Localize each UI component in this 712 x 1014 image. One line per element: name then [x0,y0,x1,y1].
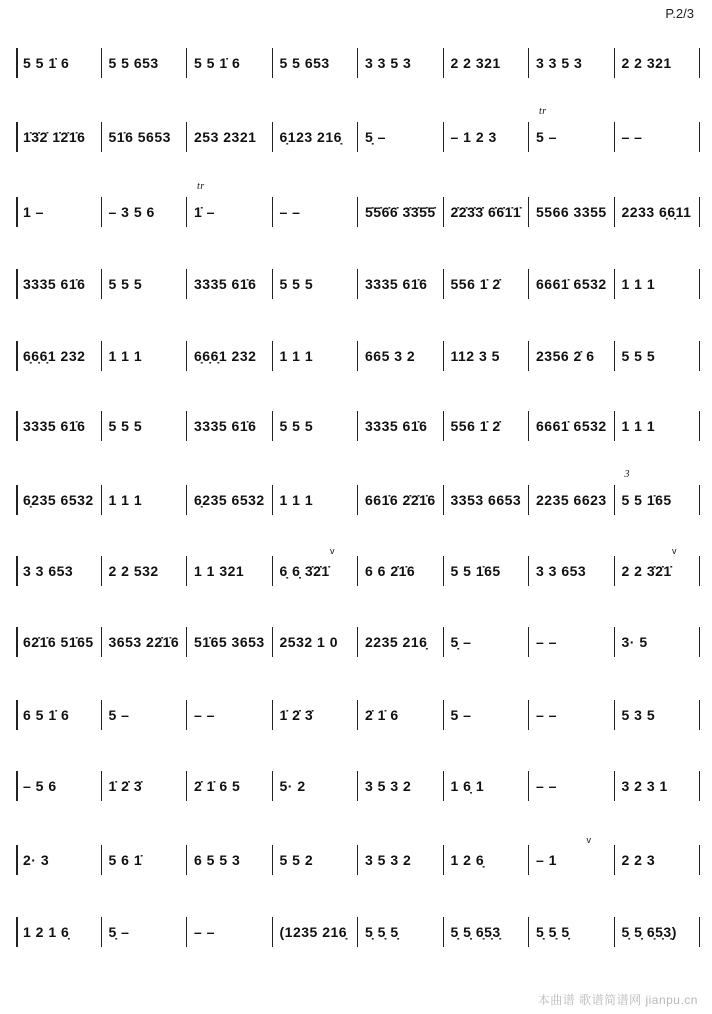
notes: 5 5 653 [279,55,330,71]
notes: 5 5 5 [621,348,656,364]
notes: 6̣6̣6̣1 232 [23,348,86,364]
notes: 3 3 653 [536,563,587,579]
notes: 2· 3 [23,852,50,868]
notes: 51̇65 3653 [194,634,265,650]
notes: 5̣ 5̣ 5̣ [536,924,570,940]
notes: 5 5 5 [108,418,143,434]
measure [529,771,615,801]
measure [444,700,530,730]
measure [102,341,188,371]
measure [358,771,444,801]
measure [444,627,530,657]
notes: 665 3 2 [365,348,416,364]
measure [187,122,273,152]
notes: 5 – [108,707,130,723]
notes: 5· 2 [279,778,306,794]
measure [444,771,530,801]
notes: 1 – [23,204,44,220]
measure [102,411,188,441]
measure [273,122,359,152]
notes: 5̣ – [365,129,386,145]
measure [444,485,530,515]
measure [273,627,359,657]
measure [529,917,615,947]
measure [16,700,102,730]
notes: 6̣6̣6̣1 232 [194,348,257,364]
measure [529,197,615,227]
measure [273,269,359,299]
notes: 5 5 1̇ 6 [23,55,70,71]
measure [16,197,102,227]
score-line [16,835,700,875]
measure [187,771,273,801]
notes: 3· 5 [621,634,648,650]
measure [102,485,188,515]
notes: 1̇ – [194,204,215,220]
measure [358,845,444,875]
notes: 3653 22̇1̇6 [108,634,180,650]
notes: 5̣ 5̣ 6̣5̣3̣) [621,924,677,940]
measure [529,341,615,371]
notes: 5 5 1̇65 [621,492,672,508]
notes: 2532 1 0 [279,634,338,650]
measure [358,485,444,515]
measure [615,269,701,299]
breath-mark: v [330,546,335,556]
notes: 6̣ 6̣ 3̇2̇1̇ [279,563,330,579]
notes: 1 2 1 6̣ [23,924,70,940]
notes: 1 2 6̣ [450,852,485,868]
measure [273,917,359,947]
notes: 3353 6653 [450,492,522,508]
notes: 6 5 1̇ 6 [23,707,70,723]
notes: 3 3 5 3 [365,55,412,71]
measure [444,269,530,299]
measure [444,556,530,586]
notes: 1 1 321 [194,563,245,579]
notes: 3 3 653 [23,563,74,579]
measure [187,411,273,441]
measure [102,197,188,227]
watermark-text: 本曲谱 歌谱简谱网 jianpu.cn [537,993,698,1007]
notes: 112 3 5 [450,348,500,364]
notes: – 1 2 3 [450,129,497,145]
measure [615,469,701,515]
score-line [16,411,700,441]
measure [444,122,530,152]
notes: 5̇5̇6̇6̇ 3̇3̇5̇5̇ [365,204,436,220]
breath-mark: v [586,835,592,845]
measure [16,771,102,801]
notes: – – [536,707,557,723]
measure [102,771,188,801]
notes: 1 6̣ 1 [450,778,485,794]
measure [615,122,701,152]
notes: 661̇6 2̇2̇1̇6 [365,492,436,508]
score-line [16,269,700,299]
notes: 3335 61̇6 [23,418,86,434]
score-line [16,181,700,227]
notes: – 1 [536,852,557,868]
measure [358,556,444,586]
notes: 5 5 5 [279,418,314,434]
measure [615,917,701,947]
notes: 3 5 3 2 [365,778,412,794]
notes: 5 5 5 [108,276,143,292]
notes: – – [279,204,301,220]
measure [444,197,530,227]
notes: 3335 61̇6 [365,276,428,292]
notes: 3335 61̇6 [23,276,86,292]
score-line [16,546,700,586]
score-line [16,700,700,730]
measure [16,269,102,299]
notes: 6 6 2̇1̇6 [365,563,416,579]
notes: 3 3 5 3 [536,55,583,71]
measure [187,269,273,299]
notes: 556 1̇ 2̇ [450,418,501,434]
measure [273,771,359,801]
measure [273,700,359,730]
notes: 6661̇ 6532 [536,276,607,292]
measure [102,556,188,586]
measure [444,845,530,875]
measure [102,845,188,875]
measure [102,48,188,78]
notes: 5 5 2 [279,852,314,868]
measure [529,106,615,152]
notes: 3335 61̇6 [194,418,257,434]
notes: 5 3 5 [621,707,656,723]
measure [102,627,188,657]
notes: 2 2 532 [108,563,159,579]
notes: 3335 61̇6 [194,276,257,292]
measure [358,627,444,657]
notes: 556 1̇ 2̇ [450,276,501,292]
measure [444,48,530,78]
measure [187,700,273,730]
measure [273,411,359,441]
measure [615,341,701,371]
measure [16,48,102,78]
measure [358,48,444,78]
measure [16,845,102,875]
measure [16,485,102,515]
notes: 3335 61̇6 [365,418,428,434]
measure [529,48,615,78]
notes: 5 5 5 [279,276,314,292]
notes: 2 2 321 [621,55,672,71]
notes: 5̣ 5̣ 6̣5̣3̣ [450,924,501,940]
measure [187,485,273,515]
measure [102,269,188,299]
ornament-mark: tr [539,106,547,117]
notes: 2235 6623 [536,492,607,508]
measure [529,556,615,586]
notes: 62̇1̇6 51̇65 [23,634,94,650]
measure [273,546,359,586]
measure [273,845,359,875]
measure [16,627,102,657]
notes: 5̣ – [108,924,130,940]
measure [16,556,102,586]
measure [273,197,359,227]
notes: 2̇ 1̇ 6 [365,707,399,723]
breath-mark: v [672,546,677,556]
score-line [16,341,700,371]
notes: – 3 5 6 [108,204,155,220]
measure [273,485,359,515]
score-line [16,106,700,152]
notes: – – [194,924,215,940]
measure [358,122,444,152]
measure [358,700,444,730]
notes: 5 6 1̇ [108,852,143,868]
measure [444,917,530,947]
measure [16,122,102,152]
score-line [16,627,700,657]
notes: 5 – [450,707,472,723]
notes: 5 5 1̇65 [450,563,501,579]
measure [615,627,701,657]
measure [187,181,273,227]
notes: 51̇6 5653 [108,129,171,145]
ornament-mark: tr [197,181,205,192]
notes: 5566 3355 [536,204,607,220]
measure [529,835,615,875]
measure [102,917,188,947]
measure [358,197,444,227]
notes: 5 5 653 [108,55,159,71]
measure [273,48,359,78]
measure [529,411,615,441]
measure [16,917,102,947]
notes: 1̇3̇2̇ 1̇2̇1̇6 [23,129,86,145]
notes: 5̣ 5̣ 5̣ [365,924,399,940]
measure [273,341,359,371]
notes: – – [194,707,215,723]
notes: 2̇ 1̇ 6 5 [194,778,241,794]
notes: 3 5 3 2 [365,852,412,868]
measure [444,341,530,371]
measure [102,122,188,152]
notes: 2 2 321 [450,55,501,71]
notes: 2233 6̣6̣11 [621,204,692,220]
measure [615,700,701,730]
score-line [16,771,700,801]
notes: 6̣123 216̣ [279,129,342,145]
measure [187,48,273,78]
measure [529,485,615,515]
measure [187,556,273,586]
notes: 1 1 1 [621,418,656,434]
measure [187,845,273,875]
measure [358,917,444,947]
notes: 5 – [536,129,557,145]
notes: 1 1 1 [621,276,656,292]
measure [16,411,102,441]
measure [187,341,273,371]
notes: 5 5 1̇ 6 [194,55,241,71]
notes: 2̇2̇3̇3̇ 6̇6̇1̇1̇ [450,204,522,220]
ornament-mark: 3 [624,469,630,480]
notes: – – [536,634,557,650]
measure [529,627,615,657]
score-line [16,917,700,947]
notes: 3 2 3 1 [621,778,668,794]
measure [615,197,701,227]
notes: 2235 216̣ [365,634,428,650]
measure [615,771,701,801]
notes: 1 1 1 [279,492,314,508]
score-line [16,48,700,78]
notes: 1 1 1 [108,492,143,508]
notes: 2 2 3 [621,852,656,868]
measure [615,546,701,586]
notes: 6̣235 6532 [194,492,265,508]
notes: 1̇ 2̇ 3̇ [108,778,143,794]
measure [187,917,273,947]
notes: 6661̇ 6532 [536,418,607,434]
notes: – – [621,129,643,145]
measure [358,411,444,441]
measure [187,627,273,657]
measure [615,48,701,78]
notes: 5̣ – [450,634,472,650]
notes: 2356 2̇ 6 [536,348,595,364]
measure [16,341,102,371]
notes: – 5 6 [23,778,57,794]
notes: 253 2321 [194,129,257,145]
notes: 1 1 1 [108,348,143,364]
notes: – – [536,778,557,794]
notes: 1 1 1 [279,348,314,364]
notes: 2 2 3̇2̇1̇ [621,563,672,579]
notes: 6 5 5 3 [194,852,241,868]
notes: 6̣235 6532 [23,492,94,508]
measure [358,269,444,299]
score-line [16,469,700,515]
measure [615,411,701,441]
measure [529,700,615,730]
measure [358,341,444,371]
measure [444,411,530,441]
measure [529,269,615,299]
page-number: P.2/3 [665,6,694,21]
notes: 1̇ 2̇ 3̇ [279,707,314,723]
measure [102,700,188,730]
notes: (1235 216̣ [279,924,348,940]
measure [615,845,701,875]
